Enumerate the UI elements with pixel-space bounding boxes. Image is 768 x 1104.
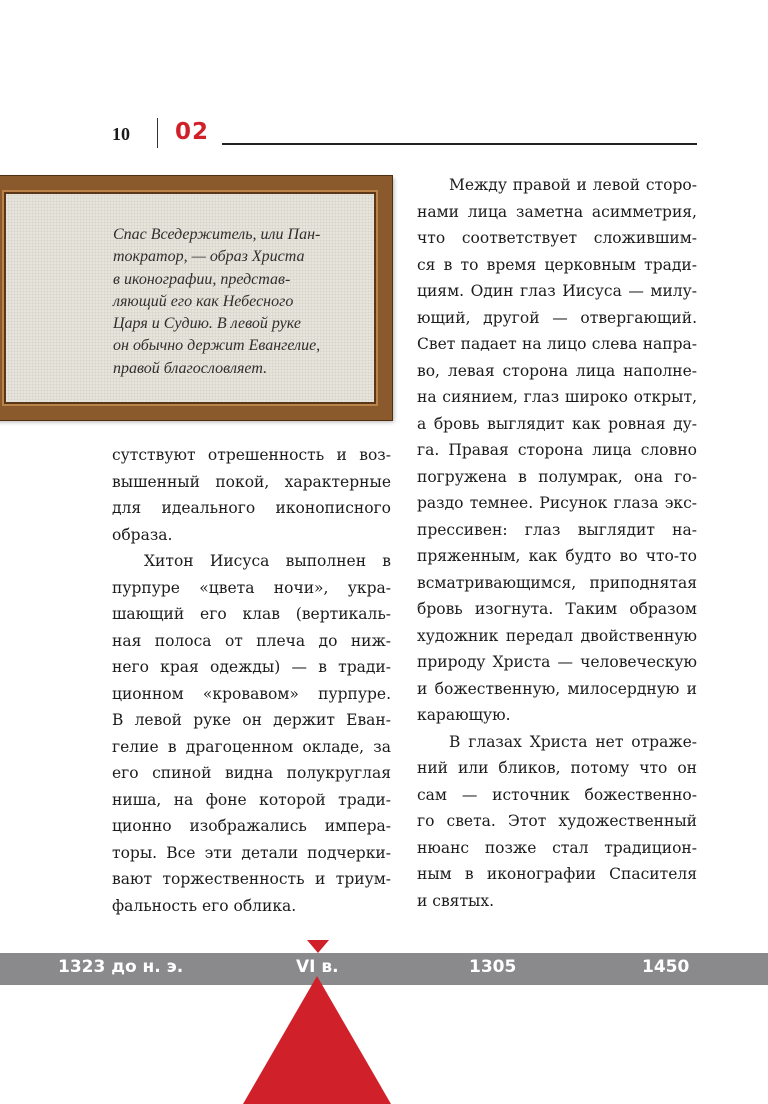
timeline-label[interactable]: 1323 до н. э. (58, 957, 184, 977)
caption-line: ляющий его как Небесного (113, 292, 294, 310)
text-line: всматривающимся, приподнятая (417, 573, 697, 592)
text-line: сутствуют отрешенность и воз- (112, 446, 391, 464)
text-line: раздо темнее. Рисунок глаза экс- (417, 494, 697, 512)
text-line: фальность его облика. (112, 896, 297, 915)
text-line: ся в то время церковным тради- (417, 255, 697, 274)
timeline-marker-top (307, 940, 329, 954)
text-line: вают торжественность и триум- (112, 870, 391, 888)
text-line: Между правой и левой сторо- (449, 176, 697, 194)
text-line: ным в иконографии Спасителя (417, 865, 697, 883)
text-line: что соответствует сложившим- (417, 229, 697, 247)
caption-text (113, 224, 369, 380)
caption-line: Спас Вседержитель, или Пан- (113, 226, 321, 243)
text-line: для идеального иконописного (112, 499, 391, 517)
text-line: прессивен: глаз выглядит на- (417, 520, 697, 539)
text-line: его спиной видна полукруглая (112, 764, 391, 782)
text-line: пурпуре «цвета ночи», укра- (112, 578, 391, 597)
text-line: природу Христа — человеческую (417, 653, 697, 671)
text-line: него края одежды) — в тради- (112, 658, 391, 676)
text-line: го света. Этот художественный (417, 812, 697, 830)
text-line: шающий его клав (вертикаль- (112, 605, 391, 623)
text-line: ний или бликов, потому что он (417, 759, 697, 777)
left-text-column (112, 442, 391, 919)
text-line: и святых. (417, 891, 495, 910)
text-line: вышенный покой, характерные (112, 472, 391, 491)
text-line: га. Правая сторона лица словно (417, 441, 697, 459)
header-rule (222, 143, 697, 145)
text-line: во, левая сторона лица наполне- (417, 361, 697, 380)
text-line: гелие в драгоценном окладе, за (112, 737, 391, 756)
text-line: ная полоса от плеча до ниж- (112, 631, 391, 650)
caption-line: правой благословляет. (113, 359, 268, 377)
timeline-label-active[interactable]: VI в. (296, 957, 339, 977)
text-line: образа. (112, 525, 173, 544)
text-line: на сиянием, глаз широко открыт, (417, 388, 697, 406)
caption-line: тократор, — образ Христа (113, 248, 305, 266)
text-line: Свет падает на лицо слева напра- (417, 335, 697, 353)
timeline-label[interactable]: 1450 (642, 957, 690, 977)
caption-line: в иконографии, представ- (113, 270, 291, 288)
text-line: пряженным, как будто во что-то (417, 547, 697, 565)
text-line: В глазах Христа нет отраже- (449, 732, 697, 751)
timeline-marker-bottom (243, 976, 391, 1104)
text-line: Хитон Иисуса выполнен в (144, 552, 391, 570)
text-line: карающую. (417, 706, 511, 724)
text-line: ционно изображались импера- (112, 817, 391, 835)
text-line: циям. Один глаз Иисуса — милу- (417, 282, 697, 300)
page-number: 10 (112, 124, 130, 144)
text-line: ционном «кровавом» пурпуре. (112, 684, 391, 703)
text-line: В левой руке он держит Еван- (112, 711, 391, 729)
header-divider (157, 118, 158, 148)
text-line: нюанс позже стал традицион- (417, 838, 697, 857)
timeline-label[interactable]: 1305 (469, 957, 517, 977)
right-text-column (417, 172, 697, 914)
text-line: нами лица заметна асимметрия, (417, 202, 697, 221)
text-line: художник передал двойственную (417, 626, 697, 645)
text-line: а бровь выглядит как ровная ду- (417, 414, 697, 433)
chapter-number: 02 (175, 119, 210, 145)
text-line: бровь изогнута. Таким образом (417, 600, 697, 618)
text-line: торы. Все эти детали подчерки- (112, 843, 391, 862)
caption-line: он обычно держит Евангелие, (113, 337, 321, 355)
text-line: сам — источник божественно- (417, 785, 697, 804)
text-line: ющий, другой — отвергающий. (417, 308, 697, 327)
text-line: ниша, на фоне которой тради- (112, 790, 391, 809)
caption-line: Царя и Судию. В левой руке (113, 315, 301, 333)
text-line: и божественную, милосердную и (417, 679, 697, 698)
text-line: погружена в полумрак, она го- (417, 467, 697, 486)
